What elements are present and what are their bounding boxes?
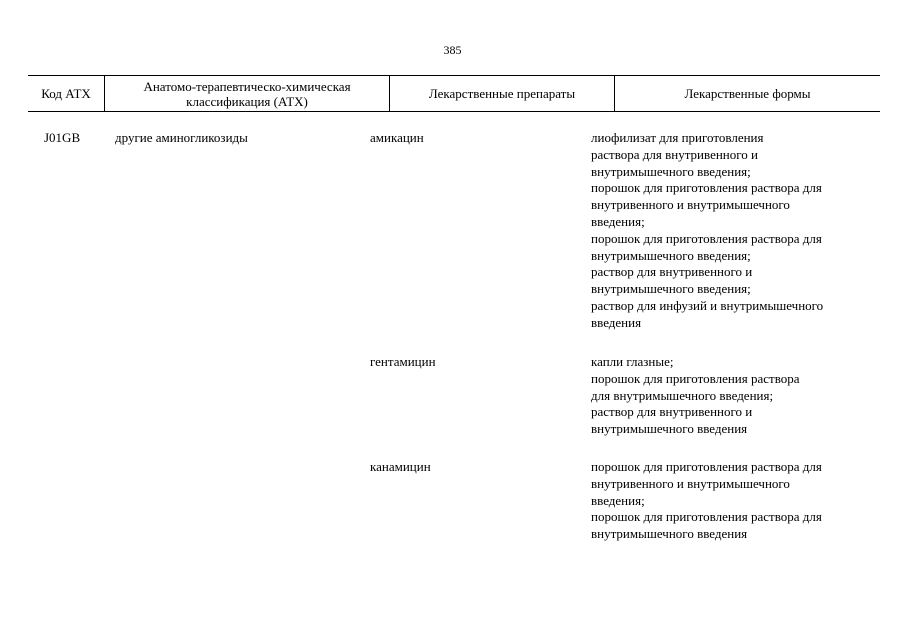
form-line: капли глазные; — [591, 354, 674, 369]
form-line: порошок для приготовления раствора для — [591, 230, 822, 246]
form-line: раствор для инфузий и внутримышечного — [591, 297, 824, 313]
form-line: внутривенного и внутримышечного — [591, 475, 790, 491]
form-line: порошок для приготовления раствора для — [591, 459, 822, 474]
form-line: раствора для внутривенного и — [591, 146, 758, 162]
form-line: введения; — [591, 213, 645, 229]
drug-forms — [591, 354, 881, 438]
table-header — [28, 75, 880, 112]
drug-table — [28, 75, 880, 542]
form-line: внутривенного и внутримышечного — [591, 197, 790, 213]
drug-name: канамицин — [370, 459, 431, 474]
form-line: внутримышечного введения; — [591, 163, 751, 179]
form-line: для внутримышечного введения; — [591, 387, 774, 403]
form-line: раствор для внутривенного и — [591, 264, 753, 280]
header-classification: Анатомо-терапевтическо-химическая классификация (АТХ) — [105, 76, 390, 111]
header-code: Код АТХ — [28, 76, 105, 111]
atc-code: J01GB — [44, 130, 81, 145]
form-line: введения — [591, 314, 642, 330]
form-line: внутримышечного введения; — [591, 281, 751, 297]
drug-name: амикацин — [370, 130, 424, 145]
atc-classification: другие аминогликозиды — [115, 130, 248, 145]
header-drugs: Лекарственные препараты — [390, 76, 615, 111]
drug-forms — [591, 130, 881, 332]
form-line: порошок для приготовления раствора для — [591, 180, 822, 196]
form-line: порошок для приготовления раствора — [591, 370, 800, 386]
form-line: внутримышечного введения — [591, 526, 748, 542]
form-line: введения; — [591, 492, 645, 508]
drug-forms — [591, 459, 881, 543]
page-number: 385 — [443, 43, 462, 57]
form-line: лиофилизат для приготовления — [591, 130, 764, 145]
header-forms: Лекарственные формы — [684, 86, 811, 101]
form-line: внутримышечного введения — [591, 421, 748, 437]
form-line: порошок для приготовления раствора для — [591, 509, 822, 525]
form-line: раствор для внутривенного и — [591, 404, 753, 420]
form-line: внутримышечного введения; — [591, 247, 751, 263]
drug-name: гентамицин — [370, 354, 436, 369]
